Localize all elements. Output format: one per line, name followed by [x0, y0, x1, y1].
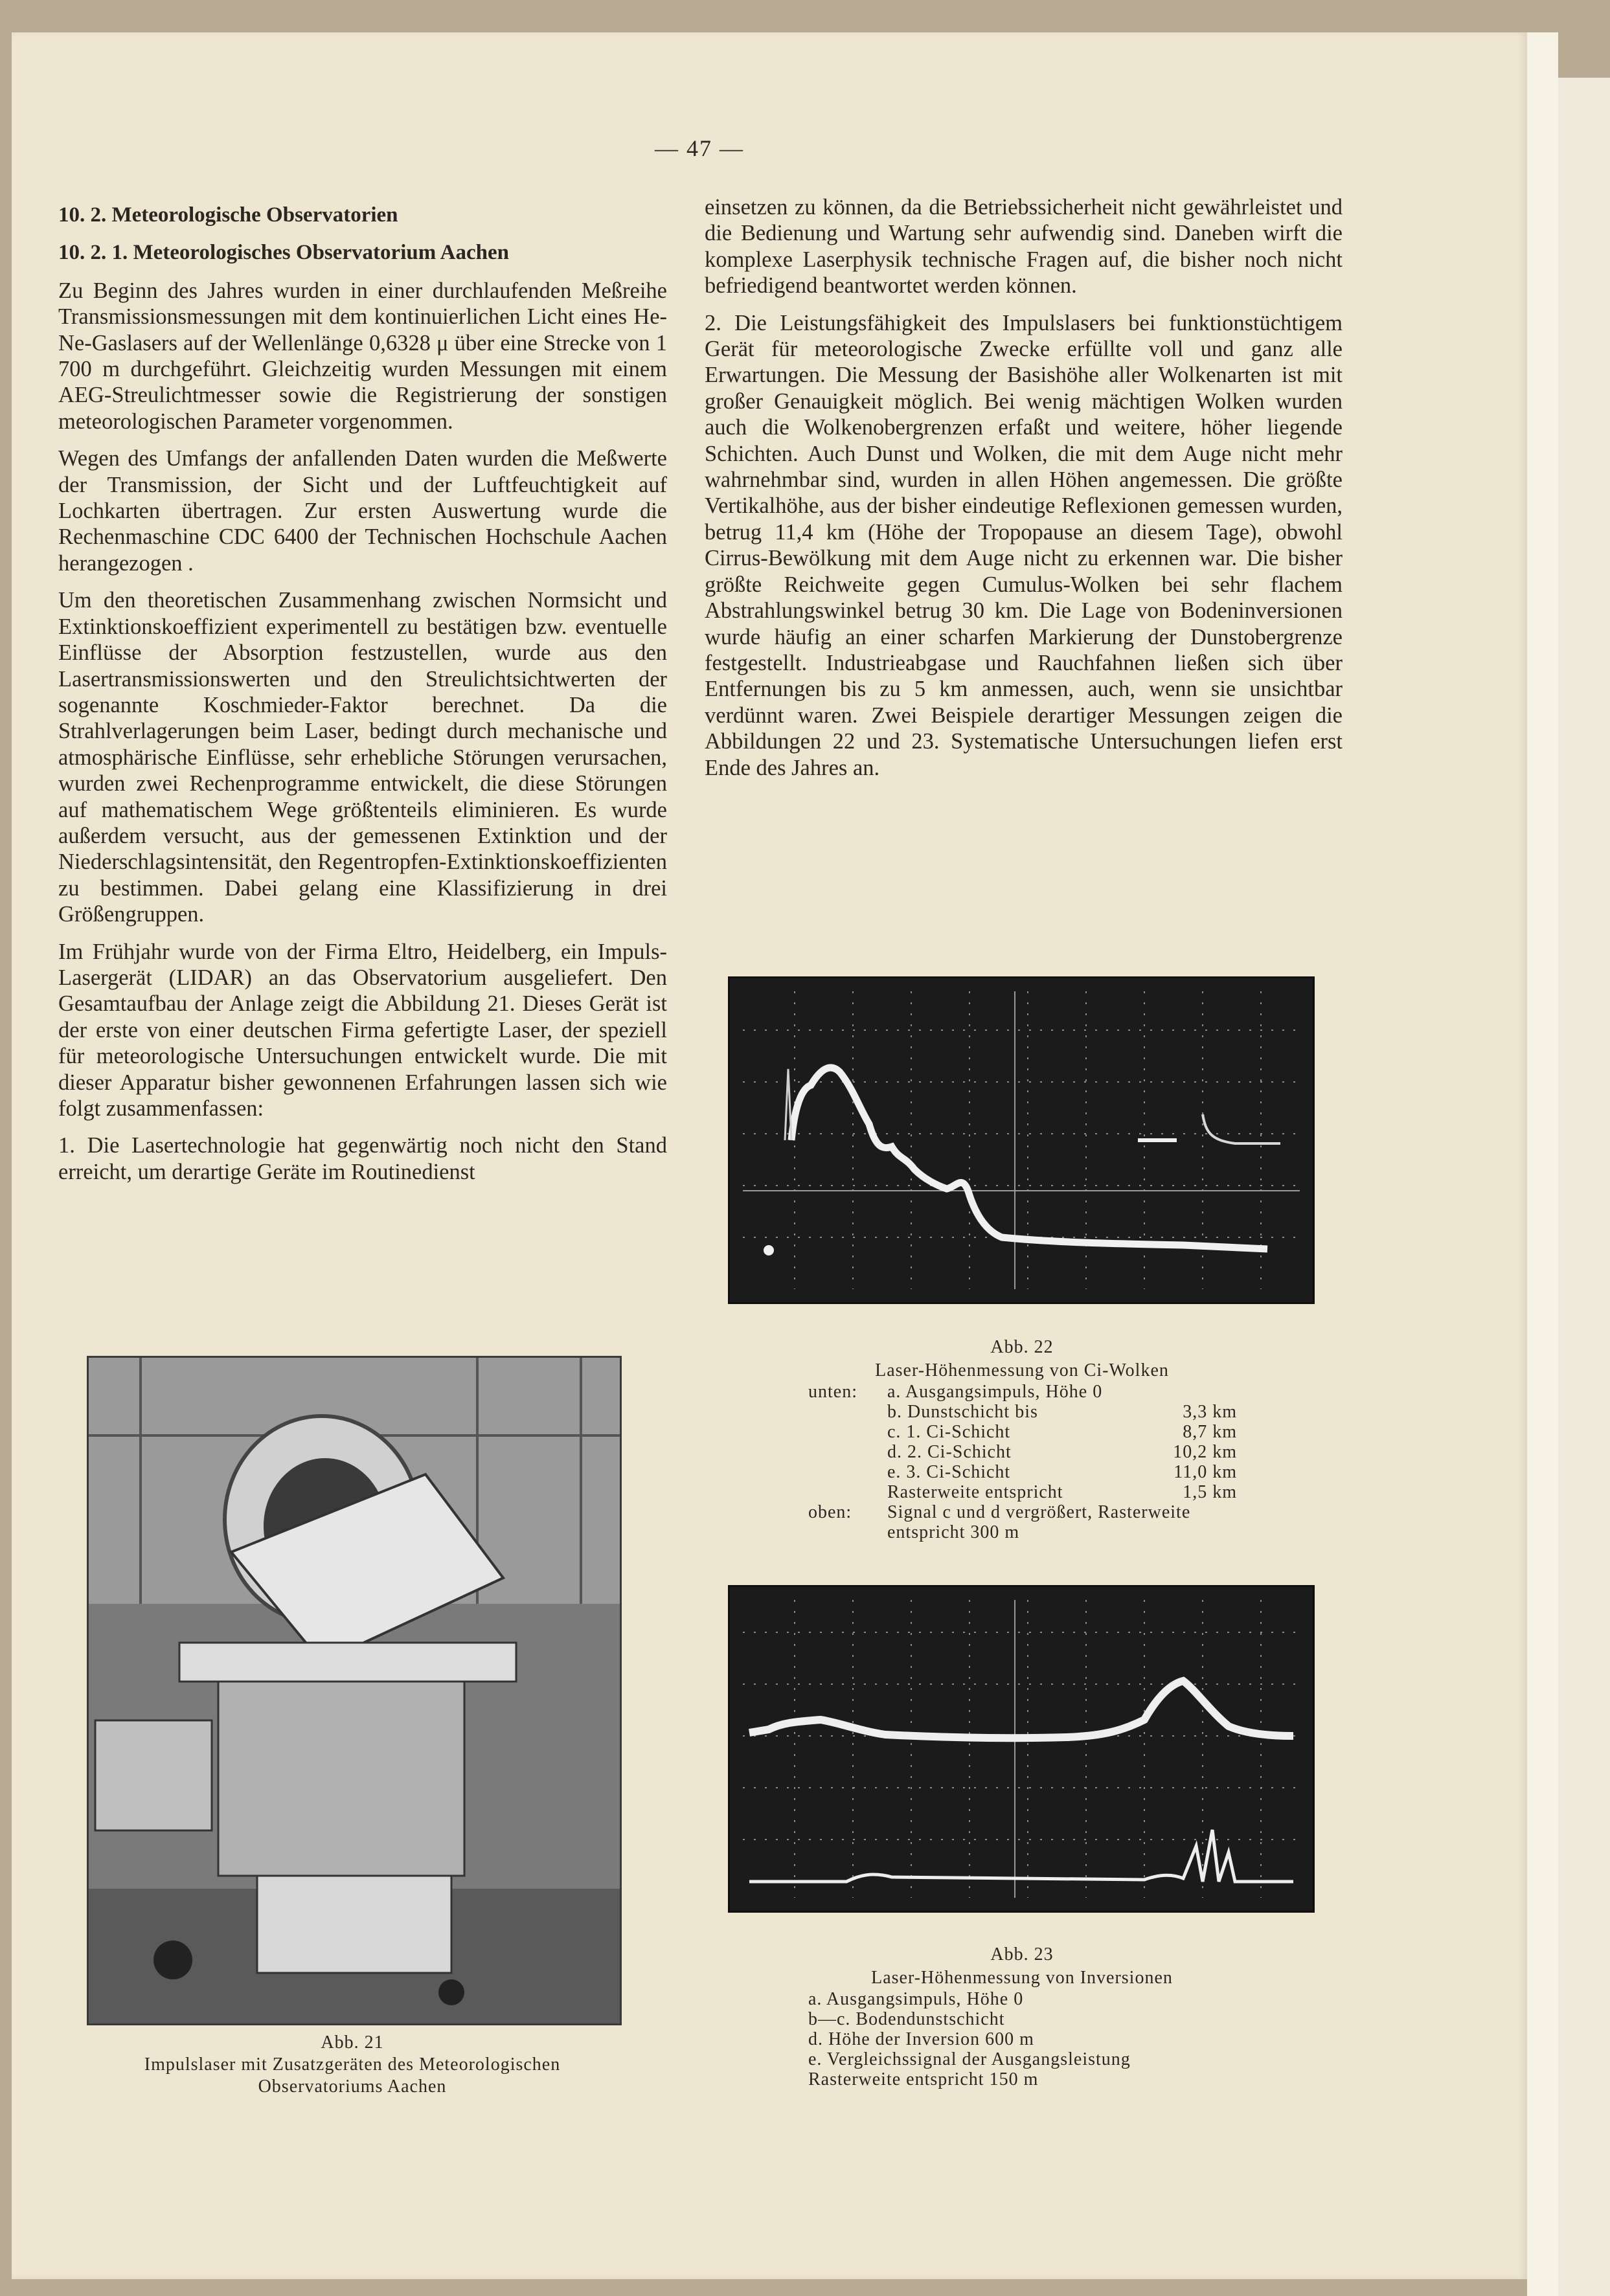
legend-row: unten: a. Ausgangsimpuls, Höhe 0	[808, 1382, 1103, 1402]
legend-row: e. 3. Ci-Schicht 11,0 km	[887, 1462, 1237, 1482]
legend-row: Rasterweite entspricht 1,5 km	[887, 1482, 1237, 1502]
figure-21-caption-line2: Observatoriums Aachen	[258, 2077, 447, 2097]
right-column	[705, 194, 1343, 792]
oscillogram-trace	[730, 1587, 1313, 1911]
paragraph: 1. Die Lasertechnologie hat gegenwärtig noch nicht den Stand erreicht, um derartige Geräte im Routinedienst	[58, 1133, 667, 1184]
paragraph: Um den theoretischen Zusammenhang zwischen Normsicht und Extinktionskoeffizient experimentell zu bestätigen bzw. eventuelle Einflüsse der Absorption festzustellen, wurde aus den Lasertransmissionswerten und den Streulichtsichtwerten der sogenannte Koschmieder-Faktor berechnet. Da die Strahlverlagerungen beim Laser, bedingt durch mechanische und atmosphärische Einflüsse, sehr erhebliche Störungen verursachen, wurden zwei Rechenprogramme entwickelt, die diese Störungen auf mathematischem Wege größtenteils eliminieren. Es wurde außerdem versucht, aus der gemessenen Extinktion und der Niederschlagsintensität, den Regentropfen-Extinktionskoeffizienten zu bestimmen. Dabei gelang eine Klassifizierung in drei Größengruppen.	[58, 588, 667, 927]
figure-22-number: Abb. 22	[990, 1337, 1054, 1357]
figure-22-oscillogram	[728, 976, 1315, 1304]
section-heading: 10. 2. Meteorologische Observatorien	[58, 203, 398, 227]
figure-22-title: Laser-Höhenmessung von Ci-Wolken	[875, 1360, 1169, 1380]
figure-23-legend	[808, 1989, 1131, 2089]
laser-apparatus-photo	[89, 1358, 620, 2023]
paragraph: Zu Beginn des Jahres wurden in einer durchlaufenden Meßreihe Transmissionsmessungen mit dem kontinuierlichen Licht eines He-Ne-Gaslasers auf der Wellenlänge 0,6328 μ über eine Strecke von 1 700 m durchgeführt. Gleichzeitig wurden Messungen mit einem AEG-Streulichtmesser sowie die Registrierung der sonstigen meteorologischen Parameter vorgenommen.	[58, 278, 667, 434]
page-edge	[1527, 32, 1558, 2296]
paragraph: einsetzen zu können, da die Betriebssicherheit nicht gewährleistet und die Bedienung und Wartung sehr aufwendig sind. Daneben wirft die komplexe Laserphysik technische Fragen auf, die bisher noch nicht befriedigend beantwortet werden können.	[705, 195, 1343, 298]
legend-line: Rasterweite entspricht 150 m	[808, 2069, 1039, 2089]
legend-row: d. 2. Ci-Schicht 10,2 km	[887, 1442, 1237, 1462]
page-edge-outer	[1558, 78, 1610, 2296]
legend-row: b. Dunstschicht bis 3,3 km	[887, 1402, 1237, 1422]
legend-line: d. Höhe der Inversion 600 m	[808, 2029, 1034, 2049]
figure-21-caption-line1: Impulslaser mit Zusatzgeräten des Meteorologischen	[144, 2054, 561, 2075]
legend-row: c. 1. Ci-Schicht 8,7 km	[887, 1422, 1237, 1442]
figure-21-number: Abb. 21	[321, 2032, 384, 2053]
legend-row: oben: Signal c und d vergrößert, Rasterweite entspricht 300 m	[808, 1502, 1191, 1542]
figure-23-number: Abb. 23	[990, 1944, 1054, 1964]
legend-line: b—c. Bodendunstschicht	[808, 2009, 1005, 2029]
legend-line: e. Vergleichssignal der Ausgangsleistung	[808, 2049, 1131, 2069]
figure-23-title: Laser-Höhenmessung von Inversionen	[871, 1968, 1173, 1988]
left-column	[58, 194, 667, 1196]
oscillogram-trace	[730, 978, 1313, 1302]
figure-21-photo	[87, 1356, 622, 2025]
page-number: — 47 —	[655, 135, 744, 161]
paragraph: Wegen des Umfangs der anfallenden Daten wurden die Meßwerte der Transmission, der Sicht und der Luftfeuchtigkeit auf Lochkarten übertragen. Zur ersten Auswertung wurde die Rechenmaschine CDC 6400 der Technischen Hochschule Aachen herangezogen .	[58, 446, 667, 576]
paragraph: 2. Die Leistungsfähigkeit des Impulslasers bei funktionstüchtigem Gerät für meteorologische Zwecke erfüllte voll und ganz alle Erwartungen. Die Messung der Basishöhe aller Wolkenarten ist mit großer Genauigkeit möglich. Bei wenig mächtigen Wolken wurden auch die Wolkenobergrenzen erfaßt und weitere, höher liegende Schichten. Auch Dunst und Wolken, die mit dem Auge nicht mehr wahrnehmbar sind, wurden in allen Höhen angemessen. Die größte Vertikalhöhe, aus der bisher eindeutige Reflexionen gemessen wurden, betrug 11,4 km (Höhe der Tropopause an diesem Tage), obwohl Cirrus-Bewölkung mit dem Auge nicht zu erkennen war. Die bisher größte Reichweite gegen Cumulus-Wolken bei sehr flachem Abstrahlungswinkel betrug 30 km. Die Lage von Bodeninversionen wurde häufig an einer scharfen Markierung der Dunstobergrenze festgestellt. Industrieabgase und Rauchfahnen ließen sich über Entfernungen bis zu 5 km anmessen, auch, wenn sie unsichtbar verdünnt waren. Zwei Beispiele derartiger Messungen zeigen die Abbildungen 22 und 23. Systematische Untersuchungen liefen erst Ende des Jahres an.	[705, 310, 1343, 780]
figure-23-oscillogram	[728, 1585, 1315, 1913]
subsection-heading: 10. 2. 1. Meteorologisches Observatorium Aachen	[58, 241, 509, 265]
paragraph: Im Frühjahr wurde von der Firma Eltro, Heidelberg, ein Impuls-Lasergerät (LIDAR) an das Observatorium ausgeliefert. Den Gesamtaufbau der Anlage zeigt die Abbildung 21. Dieses Gerät ist der erste von einer deutschen Firma gefertigte Laser, der speziell für meteorologische Untersuchungen entwickelt wurde. Die mit dieser Apparatur bisher gewonnenen Erfahrungen lassen sich wie folgt zusammenfassen:	[58, 939, 667, 1121]
figure-22-legend	[808, 1382, 1237, 1542]
legend-line: a. Ausgangsimpuls, Höhe 0	[808, 1989, 1024, 2009]
